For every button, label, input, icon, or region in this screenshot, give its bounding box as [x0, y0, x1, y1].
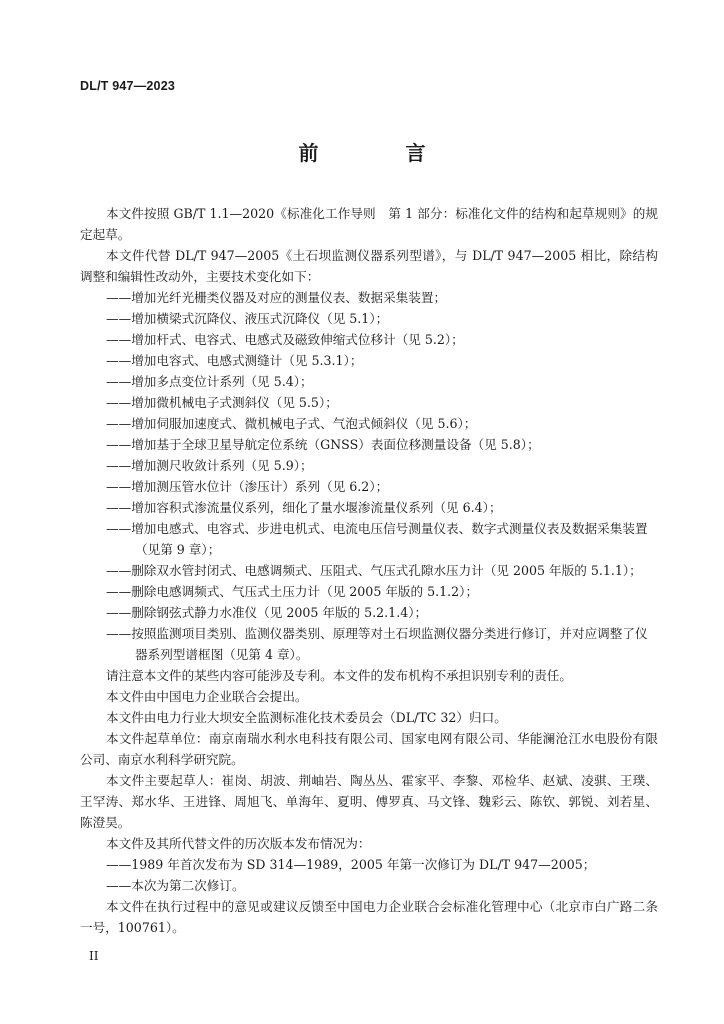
change-item: ——增加电感式、电容式、步进电机式、电流电压信号测量仪表、数字式测量仪表及数据采集装置（见第 9 章）；	[106, 521, 648, 557]
change-item: ——按照监测项目类别、监测仪器类别、原理等对土石坝监测仪器分类进行修订，并对应调整了仪器系列型谱框图（见第 4 章）。	[106, 626, 648, 662]
page-title: 前 言	[298, 141, 466, 165]
drafting-units-paragraph: 本文件起草单位：南京南瑞水利水电科技有限公司、国家电网有限公司、华能澜沧江水电股份有限公司、南京水利科学研究院。	[80, 731, 658, 767]
drafters-paragraph: 本文件主要起草人：崔岗、胡波、荆岫岩、陶丛丛、霍家平、李黎、邓检华、赵斌、凌骐、王璞、王罕涛、郑水华、王进锋、周旭飞、单海年、夏明、傅罗真、马文锋、魏彩云、陈钦、郭锐、刘若星、陈澄昊。	[80, 773, 658, 830]
change-item: ——增加电容式、电感式测缝计（见 5.3.1）；	[106, 353, 363, 368]
change-item: ——增加基于全球卫星导航定位系统（GNSS）表面位移测量设备（见 5.8）；	[106, 437, 540, 452]
history-item: ——1989 年首次发布为 SD 314—1989，2005 年第一次修订为 DL/T 947—2005；	[106, 857, 596, 872]
history-intro-paragraph: 本文件及其所代替文件的历次版本发布情况为：	[106, 836, 371, 851]
feedback-paragraph: 本文件在执行过程中的意见或建议反馈至中国电力企业联合会标准化管理中心（北京市白广路二条一号，100761）。	[80, 899, 658, 935]
committee-paragraph: 本文件由电力行业大坝安全监测标准化技术委员会（DL/TC 32）归口。	[106, 710, 507, 725]
document-code: DL/T 947—2023	[80, 79, 176, 93]
change-item: ——删除双水管封闭式、电感调频式、压阻式、气压式孔隙水压力计（见 2005 年版的 5.1.1）；	[106, 563, 642, 578]
patent-notice: 请注意本文件的某些内容可能涉及专利。本文件的发布机构不承担识别专利的责任。	[106, 668, 572, 683]
proposer-paragraph: 本文件由中国电力企业联合会提出。	[106, 689, 308, 704]
change-item: ——增加测尺收敛计系列（见 5.9）；	[106, 458, 313, 473]
change-item: ——增加伺服加速度式、微机械电子式、气泡式倾斜仪（见 5.6）；	[106, 416, 477, 431]
change-item: ——删除电感调频式、气压式土压力计（见 2005 年版的 5.1.2）；	[106, 584, 479, 599]
intro-paragraph: 本文件按照 GB/T 1.1—2020《标准化工作导则 第 1 部分：标准化文件的结构和起草规则》的规定起草。	[80, 206, 658, 242]
change-item: ——增加容积式渗流量仪系列，细化了量水堰渗流量仪系列（见 6.4）；	[106, 500, 502, 515]
page-number: II	[89, 949, 99, 963]
change-item: ——删除钢弦式静力水准仪（见 2005 年版的 5.2.1.4）；	[106, 605, 428, 620]
intro-paragraph: 本文件代替 DL/T 947—2005《土石坝监测仪器系列型谱》，与 DL/T 947—2005 相比，除结构调整和编辑性改动外，主要技术变化如下：	[80, 248, 658, 284]
history-item: ——本次为第二次修订。	[106, 878, 245, 893]
foreword-body	[80, 203, 658, 938]
change-item: ——增加光纤光栅类仪器及对应的测量仪表、数据采集装置；	[106, 290, 447, 305]
change-item: ——增加微机械电子式测斜仪（见 5.5）；	[106, 395, 338, 410]
change-item: ——增加杆式、电容式、电感式及磁致伸缩式位移计（见 5.2）；	[106, 332, 464, 347]
change-item: ——增加横梁式沉降仪、液压式沉降仪（见 5.1）；	[106, 311, 389, 326]
change-item: ——增加多点变位计系列（见 5.4）；	[106, 374, 313, 389]
change-item: ——增加测压管水位计（渗压计）系列（见 6.2）；	[106, 479, 389, 494]
